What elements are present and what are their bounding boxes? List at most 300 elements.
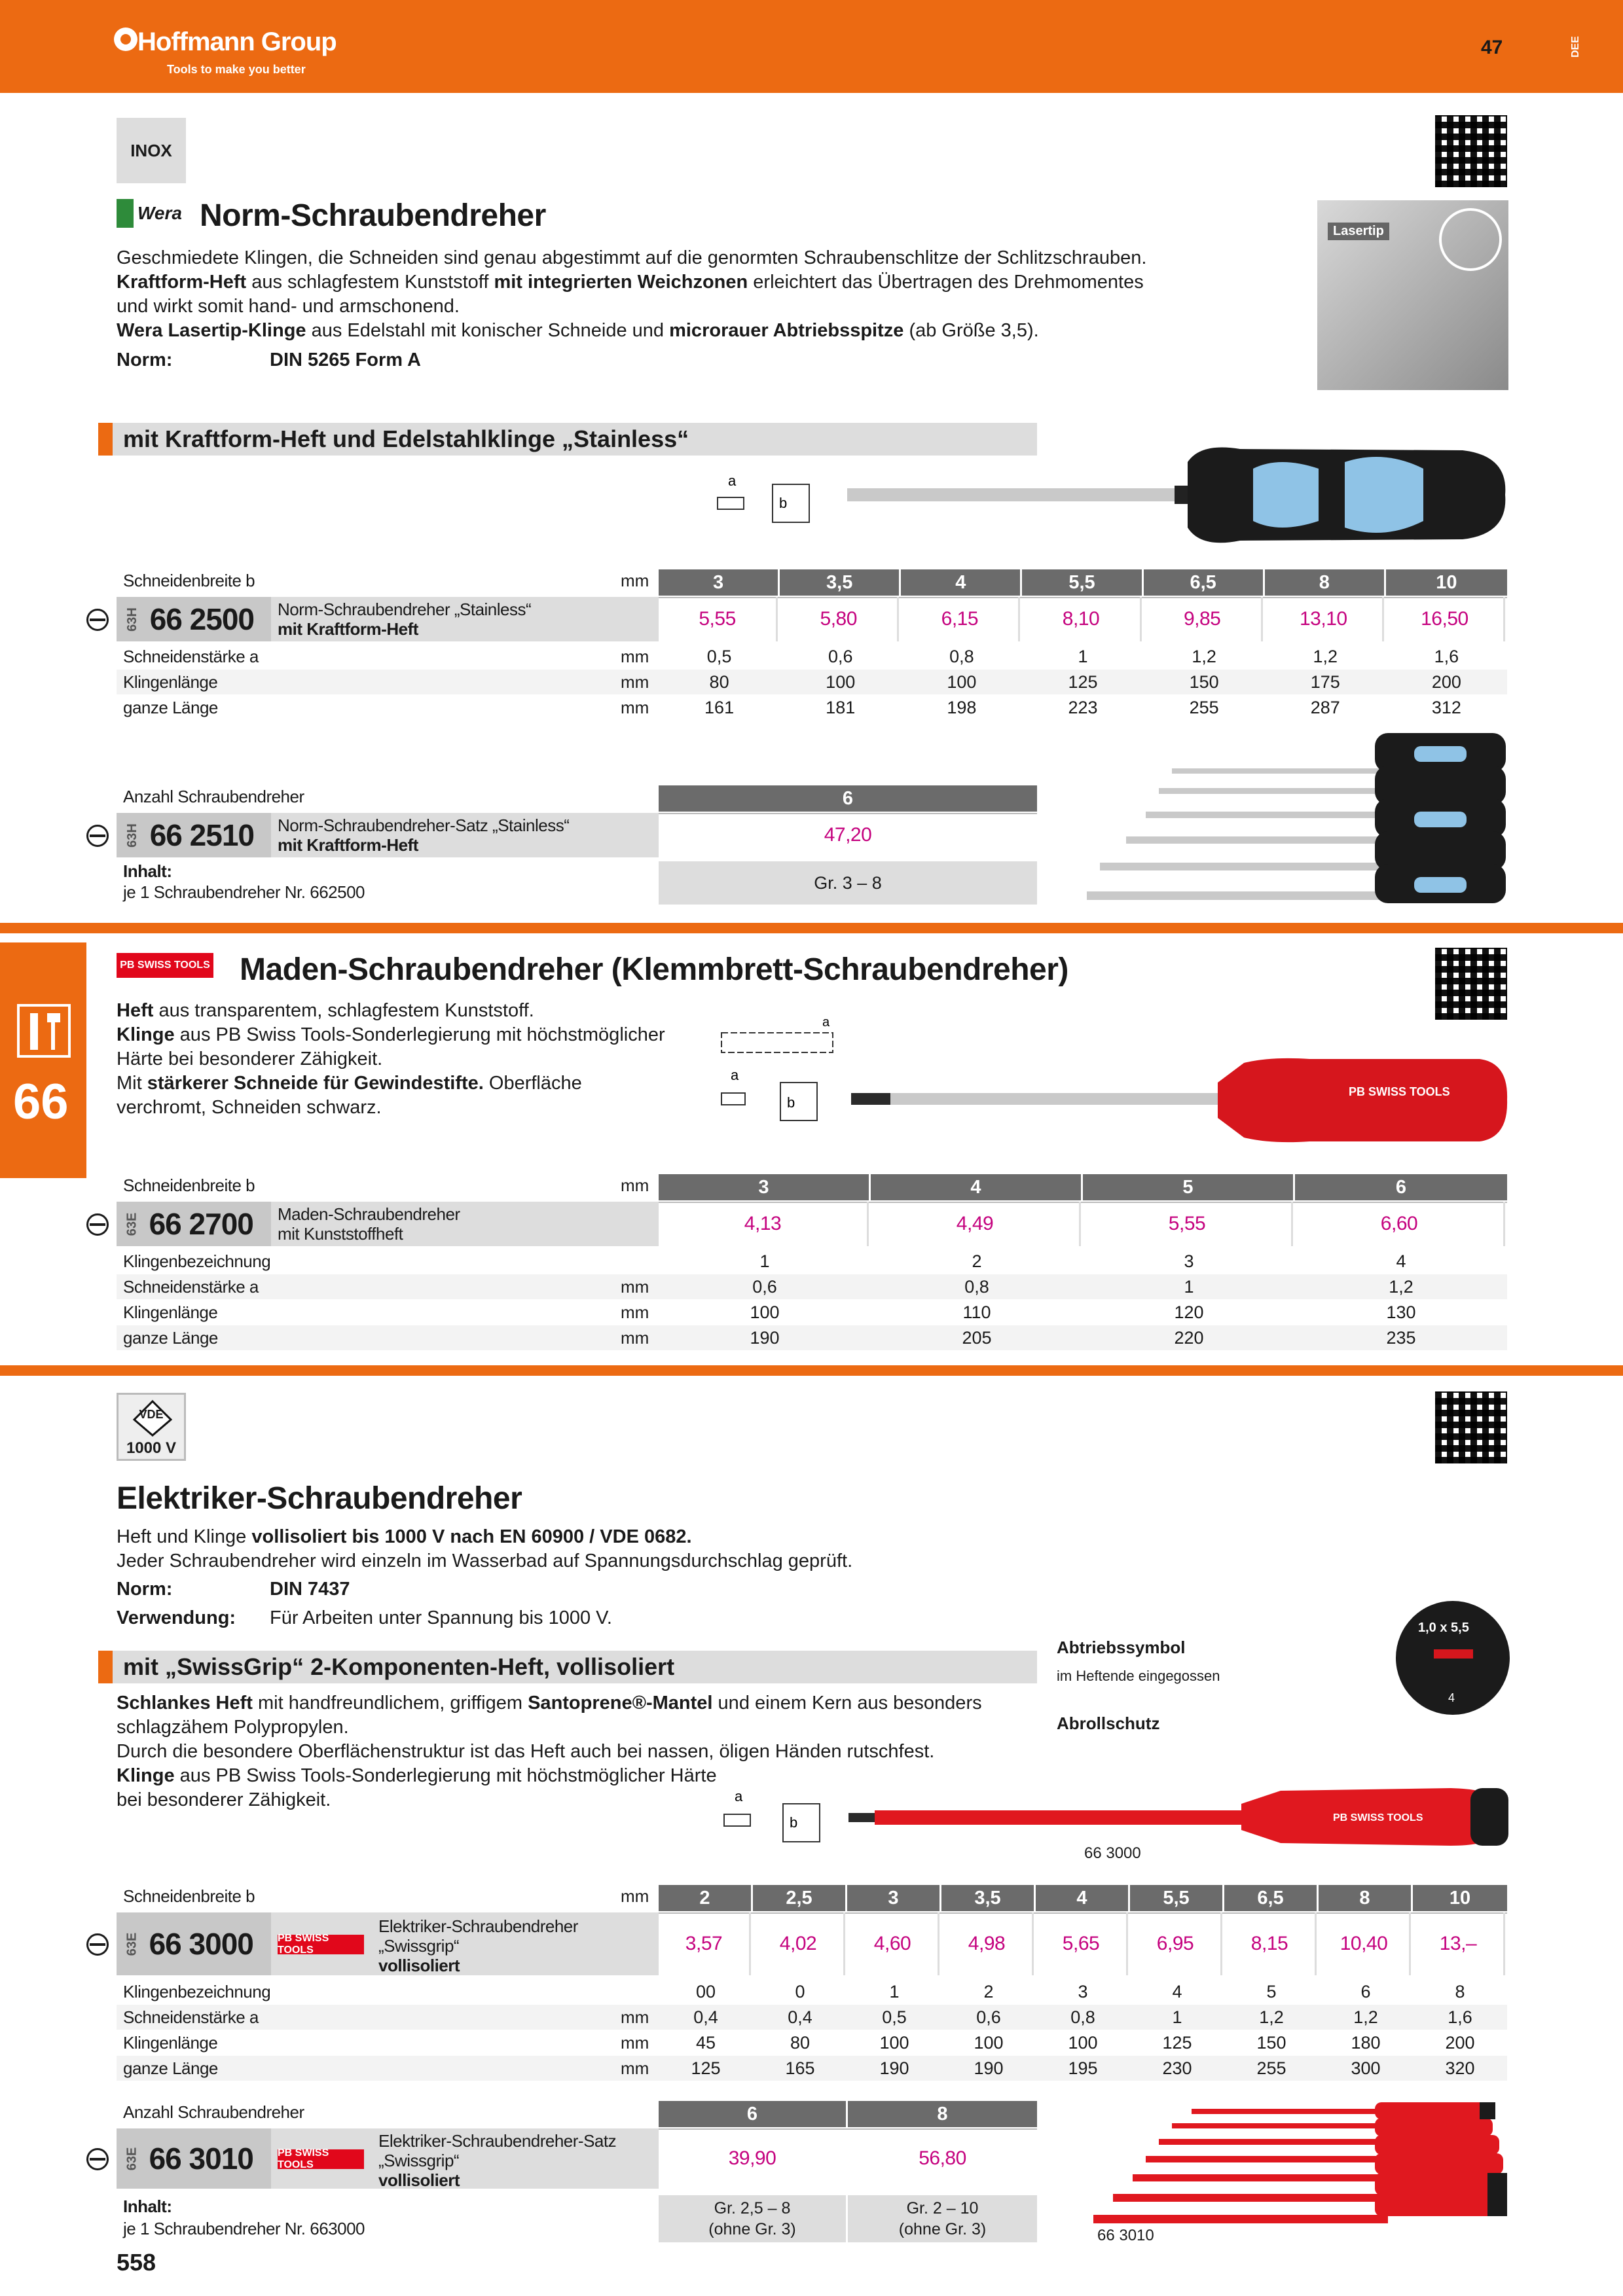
value-cell: 1 xyxy=(1184,1276,1194,1297)
wera-logo xyxy=(117,196,185,230)
description-text: Durch die besondere Oberflächenstruktur ist das Heft auch bei nassen, öligen Händen rutschfest. xyxy=(117,1741,935,1762)
section3-title: Elektriker-Schraubendreher xyxy=(117,1481,522,1516)
price-cell: 8,10 xyxy=(1022,597,1141,641)
slotted-tip-icon xyxy=(86,1933,109,1956)
value-cell: 220 xyxy=(1174,1327,1204,1348)
size-header-cell: 5,5 xyxy=(1130,1885,1224,1911)
row-label: ganze Länge xyxy=(123,1328,218,1348)
price-cell: 4,98 xyxy=(941,1912,1034,1975)
size-header-cell: 5,5 xyxy=(1022,569,1143,596)
price-cell: 3,57 xyxy=(659,1912,751,1975)
value-cell: 1 xyxy=(759,1251,770,1271)
section2-description xyxy=(117,999,665,1120)
article-name xyxy=(374,2128,659,2189)
size-header-cell: 4 xyxy=(1036,1885,1130,1911)
lasertip-image xyxy=(1317,200,1508,390)
article-name-line1: Elektriker-Schraubendreher-Satz xyxy=(378,2131,617,2151)
row-unit: mm xyxy=(621,1277,649,1297)
size-header-cell: 3 xyxy=(659,1174,871,1200)
row-label: Schneidenstärke a xyxy=(123,2007,259,2027)
price-cell: 6,95 xyxy=(1130,1912,1222,1975)
value-cell: 0,6 xyxy=(976,2007,1001,2027)
price-cell: 4,02 xyxy=(753,1912,845,1975)
lasertip-label: Lasertip xyxy=(1328,223,1389,240)
value-cell: 00 xyxy=(695,1981,716,2001)
value-cell: 1,2 xyxy=(1353,2007,1378,2027)
size-header-cell: 3 xyxy=(847,1885,941,1911)
description-text: schlagzähem Polypropylen. xyxy=(117,1717,349,1738)
size-header-cell: 3,5 xyxy=(941,1885,1036,1911)
value-cell: 0,8 xyxy=(1070,2007,1095,2027)
article-number: 66 2510 xyxy=(149,818,254,852)
set-sizes-line1: Gr. 2 – 10 xyxy=(906,2199,979,2217)
article-name-line1: Norm-Schraubendreher „Stainless“ xyxy=(278,600,532,619)
description-text: Schlankes Heft xyxy=(117,1693,253,1713)
value-cell: 8 xyxy=(1455,1981,1465,2001)
slotted-tip-icon xyxy=(86,1213,109,1236)
row-unit: mm xyxy=(621,2007,649,2027)
value-cell: 195 xyxy=(1068,2058,1098,2078)
pb-swiss-tools-logo: PB SWISS TOOLS xyxy=(117,953,213,978)
value-cell: 2 xyxy=(972,1251,982,1271)
value-cell: 1,6 xyxy=(1448,2007,1472,2027)
section3-description xyxy=(117,1525,852,1573)
description-text: Kraftform-Heft xyxy=(117,272,247,293)
table5-count-header xyxy=(659,2101,1037,2127)
table1-head-unit: mm xyxy=(621,571,649,590)
price-cell: 5,80 xyxy=(780,597,899,641)
description-text: aus transparentem, schlagfestem Kunststoff. xyxy=(153,1000,534,1021)
price-cell: 5,55 xyxy=(659,597,778,641)
set-price: 47,20 xyxy=(824,824,872,846)
article-number-box xyxy=(117,2128,271,2189)
wera-set-image xyxy=(1087,720,1508,910)
article-name xyxy=(271,1202,659,1246)
price-cell: 6,60 xyxy=(1295,1202,1505,1246)
set-sizes-line1: Gr. 2,5 – 8 xyxy=(714,2199,791,2217)
row-unit: mm xyxy=(621,2058,649,2078)
value-cell: 1,6 xyxy=(1434,646,1459,666)
size-header-cell: 4 xyxy=(901,569,1022,596)
value-cell: 1 xyxy=(889,1981,900,2001)
value-cell: 1,2 xyxy=(1259,2007,1284,2027)
tools-icon xyxy=(14,1001,73,1060)
description-text: bei besonderer Zähigkeit. xyxy=(117,1789,331,1810)
row-unit: mm xyxy=(621,2033,649,2053)
row-label: Klingenlänge xyxy=(123,2033,218,2053)
article-number-box xyxy=(117,1912,271,1975)
norm-label: Norm: xyxy=(117,350,173,370)
value-cell: 100 xyxy=(879,2032,909,2053)
price-cell: 5,55 xyxy=(1083,1202,1293,1246)
article-name-line1: Maden-Schraubendreher xyxy=(278,1204,460,1224)
brand-name: Hoffmann Group xyxy=(137,27,337,56)
chapter-number: 66 xyxy=(13,1074,69,1130)
value-cell: 125 xyxy=(691,2058,721,2078)
inhalt-value: je 1 Schraubendreher Nr. 662500 xyxy=(123,882,365,902)
value-cell: 223 xyxy=(1068,697,1098,717)
value-cell: 6 xyxy=(1360,1981,1371,2001)
value-cell: 205 xyxy=(962,1327,992,1348)
size-header-cell: 6,5 xyxy=(1224,1885,1319,1911)
table4-head-label: Schneidenbreite b xyxy=(123,1886,255,1906)
value-cell: 1 xyxy=(1172,2007,1182,2027)
value-cell: 181 xyxy=(826,697,856,717)
description-text: Mit xyxy=(117,1073,147,1094)
article-name-line2: mit Kraftform-Heft xyxy=(278,619,418,639)
article-tag: 63E xyxy=(124,1212,139,1236)
slotted-tip-icon xyxy=(86,825,109,847)
svg-text:a: a xyxy=(735,1788,743,1804)
value-cell: 150 xyxy=(1189,672,1219,692)
description-line xyxy=(117,1691,982,1715)
size-header-cell: 8 xyxy=(1265,569,1386,596)
value-cell: 1 xyxy=(1078,646,1088,666)
section1-subhead: mit Kraftform-Heft und Edelstahlklinge „Stainless“ xyxy=(98,423,1037,456)
section1-description xyxy=(117,246,1146,343)
use-value: Für Arbeiten unter Spannung bis 1000 V. xyxy=(270,1607,612,1628)
value-cell: 287 xyxy=(1310,697,1340,717)
table3-size-header xyxy=(659,1174,1507,1200)
description-line xyxy=(117,1023,665,1047)
abtrieb-sub: im Heftende eingegossen xyxy=(1057,1668,1220,1684)
value-cell: 3 xyxy=(1078,1981,1088,2001)
table4-head-unit: mm xyxy=(621,1886,649,1906)
blade-dimension-diagram xyxy=(715,1014,843,1158)
row-label: Schneidenstärke a xyxy=(123,647,259,666)
description-line xyxy=(117,1525,852,1549)
price-cell: 5,65 xyxy=(1036,1912,1128,1975)
table1-head-label: Schneidenbreite b xyxy=(123,571,255,590)
value-cell: 0,4 xyxy=(693,2007,718,2027)
value-cell: 190 xyxy=(879,2058,909,2078)
section2-title: Maden-Schraubendreher (Klemmbrett-Schraubendreher) xyxy=(240,952,1068,987)
table5-head-label: Anzahl Schraubendreher xyxy=(123,2102,304,2122)
size-header-cell: 3,5 xyxy=(780,569,901,596)
row-label: ganze Länge xyxy=(123,2058,218,2078)
value-cell: 4 xyxy=(1396,1251,1406,1271)
value-cell: 180 xyxy=(1351,2032,1381,2053)
size-header-cell: 2 xyxy=(659,1885,753,1911)
size-header-cell: 5 xyxy=(1083,1174,1295,1200)
footer-page-number: 558 xyxy=(117,2249,156,2276)
image-caption: 66 3010 xyxy=(1097,2227,1154,2244)
value-cell: 100 xyxy=(826,672,856,692)
handle-end-sub: 4 xyxy=(1448,1691,1455,1704)
zoom-circle-icon xyxy=(1439,208,1502,271)
set-sizes xyxy=(848,2195,1037,2242)
row-label: Klingenlänge xyxy=(123,672,218,692)
description-text: verchromt, Schneiden schwarz. xyxy=(117,1097,382,1118)
value-cell: 120 xyxy=(1174,1302,1204,1322)
description-text: Oberfläche xyxy=(483,1073,582,1094)
article-name-line2: „Swissgrip“ xyxy=(378,1936,460,1956)
svg-text:a: a xyxy=(822,1015,830,1030)
value-cell: 2 xyxy=(983,1981,994,2001)
description-text: stärkerer Schneide für Gewindestifte. xyxy=(147,1073,484,1094)
value-cell: 3 xyxy=(1184,1251,1194,1271)
article-name-line1: Norm-Schraubendreher-Satz „Stainless“ xyxy=(278,816,570,835)
value-cell: 165 xyxy=(785,2058,815,2078)
count-cell: 6 xyxy=(842,787,854,809)
value-cell: 300 xyxy=(1351,2058,1381,2078)
value-cell: 198 xyxy=(947,697,977,717)
value-cell: 4 xyxy=(1172,1981,1182,2001)
language-code: DEE xyxy=(1570,36,1581,58)
pb-logo-cell xyxy=(271,2128,374,2189)
price-cell: 4,49 xyxy=(871,1202,1081,1246)
size-header-cell: 10 xyxy=(1436,571,1457,593)
value-cell: 0 xyxy=(795,1981,805,2001)
set-price: 56,80 xyxy=(919,2147,966,2169)
pb-logo-cell xyxy=(271,1912,374,1975)
inox-badge: INOX xyxy=(117,118,186,183)
price-cell: 10,40 xyxy=(1319,1912,1411,1975)
description-line xyxy=(117,1096,665,1120)
table2-count-header xyxy=(659,785,1037,812)
page-number: 47 xyxy=(1481,37,1503,58)
value-cell: 80 xyxy=(790,2032,811,2053)
value-cell: 80 xyxy=(709,672,729,692)
description-text: Heft xyxy=(117,1000,154,1021)
value-cell: 100 xyxy=(1068,2032,1098,2053)
svg-text:PB SWISS TOOLS: PB SWISS TOOLS xyxy=(1349,1085,1450,1098)
value-cell: 255 xyxy=(1256,2058,1286,2078)
value-cell: 200 xyxy=(1431,672,1461,692)
description-text: Klinge xyxy=(117,1765,175,1786)
description-text: Härte bei besonderer Zähigkeit. xyxy=(117,1049,383,1069)
vde-badge xyxy=(117,1393,186,1461)
article-number: 66 2500 xyxy=(149,602,254,636)
description-line xyxy=(117,295,1146,319)
set-price: 39,90 xyxy=(728,2147,776,2169)
value-cell: 175 xyxy=(1310,672,1340,692)
slotted-tip-icon xyxy=(86,609,109,631)
section3-subhead: mit „SwissGrip“ 2-Komponenten-Heft, vollisoliert xyxy=(98,1651,1037,1683)
table2-head-label: Anzahl Schraubendreher xyxy=(123,787,304,806)
count-cell: 8 xyxy=(937,2103,948,2125)
set-sizes xyxy=(659,2195,846,2242)
description-text: microrauer Abtriebsspitze xyxy=(669,320,904,341)
blade-dimension-diagram xyxy=(710,471,822,530)
description-text: mit integrierten Weichzonen xyxy=(494,272,748,293)
svg-text:b: b xyxy=(787,1094,795,1111)
description-text: und wirkt somit hand- und armschonend. xyxy=(117,296,460,317)
price-cell: 6,15 xyxy=(901,597,1020,641)
qr-code[interactable] xyxy=(1435,1391,1507,1463)
value-cell: 0,5 xyxy=(882,2007,907,2027)
size-header-cell: 10 xyxy=(1449,1887,1471,1909)
row-unit: mm xyxy=(621,647,649,666)
value-cell: 100 xyxy=(750,1302,780,1322)
value-cell: 320 xyxy=(1445,2058,1475,2078)
chapter-side-tab xyxy=(0,942,86,1178)
section-divider xyxy=(0,1365,1623,1376)
use-label: Verwendung: xyxy=(117,1607,236,1628)
slotted-tip-icon xyxy=(86,2148,109,2170)
price-cell: 13,– xyxy=(1413,1912,1505,1975)
description-line xyxy=(117,1740,982,1764)
row-unit: mm xyxy=(621,1302,649,1322)
vde-voltage: 1000 V xyxy=(126,1439,177,1457)
description-line xyxy=(117,246,1146,270)
value-cell: 161 xyxy=(704,697,735,717)
set-sizes-line2: (ohne Gr. 3) xyxy=(898,2220,987,2238)
description-line xyxy=(117,999,665,1023)
description-text: vollisoliert bis 1000 V nach EN 60900 / VDE 0682. xyxy=(251,1526,692,1547)
row-unit: mm xyxy=(621,672,649,692)
article-tag: 63E xyxy=(124,2147,139,2170)
value-cell: 125 xyxy=(1162,2032,1192,2053)
brand-tagline: Tools to make you better xyxy=(167,63,306,76)
value-cell: 110 xyxy=(962,1302,991,1322)
price-cell: 9,85 xyxy=(1144,597,1263,641)
wera-logo-text: Wera xyxy=(137,203,182,223)
size-header-cell: 3 xyxy=(659,569,780,596)
article-name-line3: vollisoliert xyxy=(378,1956,460,1975)
article-tag: 63E xyxy=(124,1932,139,1956)
value-cell: 230 xyxy=(1162,2058,1192,2078)
size-header-cell: 4 xyxy=(871,1174,1083,1200)
value-cell: 130 xyxy=(1386,1302,1416,1322)
value-cell: 235 xyxy=(1386,1327,1416,1348)
description-line xyxy=(117,1549,852,1573)
elektriker-set-image xyxy=(1087,2100,1508,2231)
value-cell: 200 xyxy=(1445,2032,1475,2053)
value-cell: 1,2 xyxy=(1192,646,1216,666)
description-text: Geschmiedete Klingen, die Schneiden sind genau abgestimmt auf die genormten Schraubenschlitze der Schlitzschrauben. xyxy=(117,247,1147,268)
description-text: Wera Lasertip-Klinge xyxy=(117,320,306,341)
article-name-line3: vollisoliert xyxy=(378,2170,460,2190)
handle-end-text: 1,0 x 5,5 xyxy=(1418,1621,1469,1635)
size-header-cell: 6,5 xyxy=(1144,569,1265,596)
description-text: Santoprene®-Mantel xyxy=(528,1693,713,1713)
norm-value: DIN 5265 Form A xyxy=(270,350,421,370)
inhalt-label: Inhalt: xyxy=(123,2197,172,2216)
description-line xyxy=(117,1715,982,1740)
svg-text:PB SWISS TOOLS: PB SWISS TOOLS xyxy=(1333,1812,1423,1823)
value-cell: 0,8 xyxy=(949,646,974,666)
article-name xyxy=(271,813,659,857)
description-text: aus Edelstahl mit konischer Schneide und xyxy=(306,320,670,341)
description-text: erleichtert das Übertragen des Drehmomentes xyxy=(748,272,1144,293)
table4-size-header xyxy=(659,1885,1507,1911)
qr-code[interactable] xyxy=(1435,948,1507,1020)
value-cell: 0,4 xyxy=(788,2007,812,2027)
article-tag: 63H xyxy=(124,607,139,632)
blade-dimension-diagram xyxy=(718,1787,830,1847)
size-header-cell: 2,5 xyxy=(753,1885,847,1911)
price-cell: 13,10 xyxy=(1265,597,1384,641)
pb-madenschraubendreher-image xyxy=(851,1056,1508,1144)
article-name xyxy=(271,597,659,641)
elektriker-screwdriver-image xyxy=(848,1784,1510,1850)
svg-text:b: b xyxy=(779,495,788,511)
article-number-box xyxy=(117,597,271,641)
description-text: (ab Größe 3,5). xyxy=(903,320,1039,341)
handle-end-image xyxy=(1396,1601,1510,1715)
value-cell: 100 xyxy=(974,2032,1004,2053)
wera-logo-icon xyxy=(117,199,134,228)
value-cell: 312 xyxy=(1431,697,1461,717)
description-line xyxy=(117,1071,665,1096)
section-divider xyxy=(0,923,1623,933)
description-line xyxy=(117,270,1146,295)
description-text: aus schlagfestem Kunststoff xyxy=(246,272,494,293)
value-cell: 1,2 xyxy=(1313,646,1338,666)
value-cell: 190 xyxy=(750,1327,780,1348)
value-cell: 0,8 xyxy=(964,1276,989,1297)
article-name-line2: mit Kunststoffheft xyxy=(278,1224,403,1244)
svg-text:a: a xyxy=(731,1067,739,1083)
article-number: 66 3000 xyxy=(149,1927,253,1961)
qr-code[interactable] xyxy=(1435,115,1507,187)
set-sizes-line2: (ohne Gr. 3) xyxy=(708,2220,796,2238)
vde-mark: VDE xyxy=(139,1408,164,1421)
article-number-box xyxy=(117,1202,271,1246)
value-cell: 0,6 xyxy=(752,1276,777,1297)
slot-symbol-icon xyxy=(1434,1649,1473,1659)
row-label: Klingenbezeichnung xyxy=(123,1251,271,1271)
inhalt-value: je 1 Schraubendreher Nr. 663000 xyxy=(123,2219,365,2238)
description-line xyxy=(117,319,1146,343)
price-cell: 4,13 xyxy=(659,1202,869,1246)
article-number-box xyxy=(117,813,271,857)
value-cell: 0,6 xyxy=(828,646,853,666)
norm-label: Norm: xyxy=(117,1579,173,1600)
value-cell: 45 xyxy=(695,2032,716,2053)
row-unit: mm xyxy=(621,698,649,717)
row-label: Klingenlänge xyxy=(123,1302,218,1322)
value-cell: 150 xyxy=(1256,2032,1286,2053)
article-number: 66 3010 xyxy=(149,2142,253,2176)
size-header-cell: 6 xyxy=(1395,1176,1407,1198)
description-text: Heft und Klinge xyxy=(117,1526,252,1547)
row-unit: mm xyxy=(621,1328,649,1348)
value-cell: 100 xyxy=(947,672,977,692)
set-sizes: Gr. 3 – 8 xyxy=(659,861,1037,905)
row-label: ganze Länge xyxy=(123,698,218,717)
price-cell: 16,50 xyxy=(1386,597,1505,641)
value-cell: 5 xyxy=(1266,1981,1277,2001)
pb-swiss-tools-logo: PB SWISS TOOLS xyxy=(278,2149,364,2169)
abtrieb-label: Abtriebssymbol xyxy=(1057,1638,1186,1657)
row-label: Klingenbezeichnung xyxy=(123,1982,271,2001)
article-number: 66 2700 xyxy=(149,1207,253,1241)
hoffmann-logo-icon xyxy=(113,24,139,55)
article-name-line1: Elektriker-Schraubendreher xyxy=(378,1916,578,1936)
wera-screwdriver-image xyxy=(847,442,1508,548)
article-name-line2: „Swissgrip“ xyxy=(378,2151,460,2170)
pb-swiss-tools-logo: PB SWISS TOOLS xyxy=(278,1935,364,1954)
table3-head-unit: mm xyxy=(621,1175,649,1195)
article-name xyxy=(374,1912,659,1975)
price-cell: 8,15 xyxy=(1224,1912,1317,1975)
description-text: Klinge xyxy=(117,1024,175,1045)
abroll-label: Abrollschutz xyxy=(1057,1713,1160,1733)
price-cell: 4,60 xyxy=(847,1912,939,1975)
value-cell: 0,5 xyxy=(706,646,732,666)
article-name-line2: mit Kraftform-Heft xyxy=(278,835,418,855)
inhalt-label: Inhalt: xyxy=(123,861,172,881)
description-text: mit handfreundlichem, griffigem xyxy=(252,1693,528,1713)
value-cell: 125 xyxy=(1068,672,1098,692)
description-text: aus PB Swiss Tools-Sonderlegierung mit höchstmöglicher xyxy=(174,1024,665,1045)
description-line xyxy=(117,1047,665,1071)
value-cell: 255 xyxy=(1189,697,1219,717)
value-cell: 190 xyxy=(974,2058,1004,2078)
value-cell: 1,2 xyxy=(1389,1276,1413,1297)
